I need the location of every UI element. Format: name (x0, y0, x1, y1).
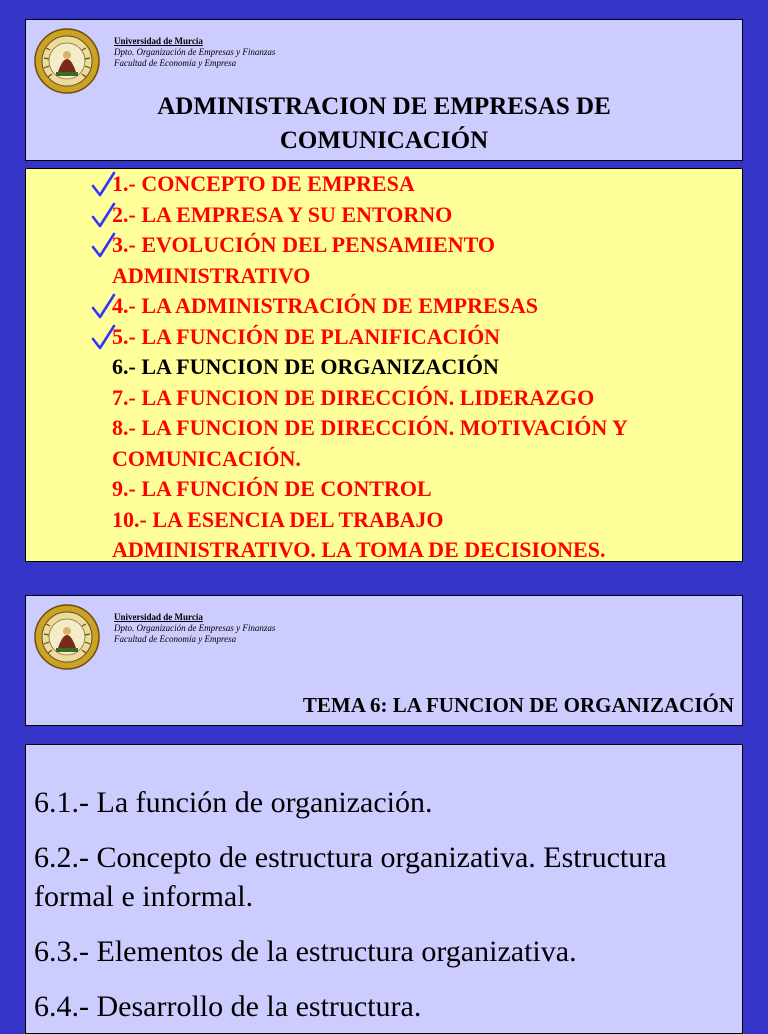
outline-item: 6.3.- Elementos de la estructura organizativa. (34, 935, 577, 968)
agenda-item-label: 6.- LA FUNCION DE ORGANIZACIÓN (112, 354, 499, 379)
agenda-item-label: 8.- LA FUNCION DE DIRECCIÓN. MOTIVACIÓN Y (112, 415, 628, 440)
slide2-header-panel (25, 595, 743, 726)
agenda-item (112, 413, 732, 444)
university-name: Universidad de Murcia (114, 36, 203, 46)
checkmark-icon (90, 202, 116, 228)
agenda-item-label: 3.- EVOLUCIÓN DEL PENSAMIENTO (112, 232, 495, 257)
agenda-item-label: 2.- LA EMPRESA Y SU ENTORNO (112, 201, 453, 227)
outline-item: 6.4.- Desarrollo de la estructura. (34, 990, 422, 1023)
agenda-item (112, 291, 732, 322)
agenda-panel (25, 168, 743, 562)
agenda-list (112, 169, 732, 562)
university-seal-icon (34, 28, 100, 94)
university-name: Universidad de Murcia (114, 612, 203, 622)
agenda-item-label: 10.- LA ESENCIA DEL TRABAJO (112, 506, 444, 532)
department-name: Dpto. Organización de Empresas y Finanzas (114, 47, 276, 57)
agenda-item-label: 4.- LA ADMINISTRACIÓN DE EMPRESAS (112, 293, 539, 318)
agenda-item-label: ADMINISTRATIVO (112, 262, 311, 288)
course-title-line1: ADMINISTRACION DE EMPRESAS DE (157, 93, 611, 120)
agenda-item (112, 200, 732, 231)
agenda-item (112, 169, 732, 200)
faculty-name: Facultad de Economía y Empresa (114, 634, 237, 644)
agenda-item (112, 383, 732, 414)
course-title (26, 90, 742, 158)
agenda-item (112, 261, 732, 292)
course-title-line2: COMUNICACIÓN (279, 127, 489, 154)
agenda-item (112, 505, 732, 536)
agenda-item-label: ADMINISTRATIVO. LA TOMA DE DECISIONES. (112, 537, 606, 562)
agenda-item-label: 1.- CONCEPTO DE EMPRESA (112, 171, 415, 196)
agenda-item (112, 444, 732, 475)
institution-block (114, 612, 275, 645)
agenda-item-label: 5.- LA FUNCIÓN DE PLANIFICACIÓN (112, 323, 501, 349)
agenda-item-label: COMUNICACIÓN. (112, 445, 301, 471)
checkmark-icon (90, 293, 116, 319)
agenda-item-current (112, 352, 732, 383)
checkmark-icon (90, 171, 116, 197)
checkmark-icon (90, 324, 116, 350)
topic-title: TEMA 6: LA FUNCION DE ORGANIZACIÓN (302, 693, 734, 717)
outline-list (34, 783, 734, 1034)
agenda-item (112, 322, 732, 353)
institution-block (114, 36, 275, 69)
slide1-header-panel (25, 19, 743, 161)
outline-item: 6.1.- La función de organización. (34, 786, 433, 819)
agenda-item (112, 230, 732, 261)
agenda-item (112, 535, 732, 562)
agenda-item (112, 474, 732, 505)
slide2-content-panel (25, 744, 743, 1034)
faculty-name: Facultad de Economía y Empresa (114, 58, 237, 68)
outline-item: 6.2.- Concepto de estructura organizativa. Estructura formal e informal. (34, 841, 667, 913)
agenda-item-label: 7.- LA FUNCION DE DIRECCIÓN. LIDERAZGO (112, 384, 595, 410)
checkmark-icon (90, 232, 116, 258)
department-name: Dpto. Organización de Empresas y Finanzas (114, 623, 276, 633)
agenda-item-label: 9.- LA FUNCIÓN DE CONTROL (112, 476, 432, 501)
university-seal-icon (34, 604, 100, 670)
